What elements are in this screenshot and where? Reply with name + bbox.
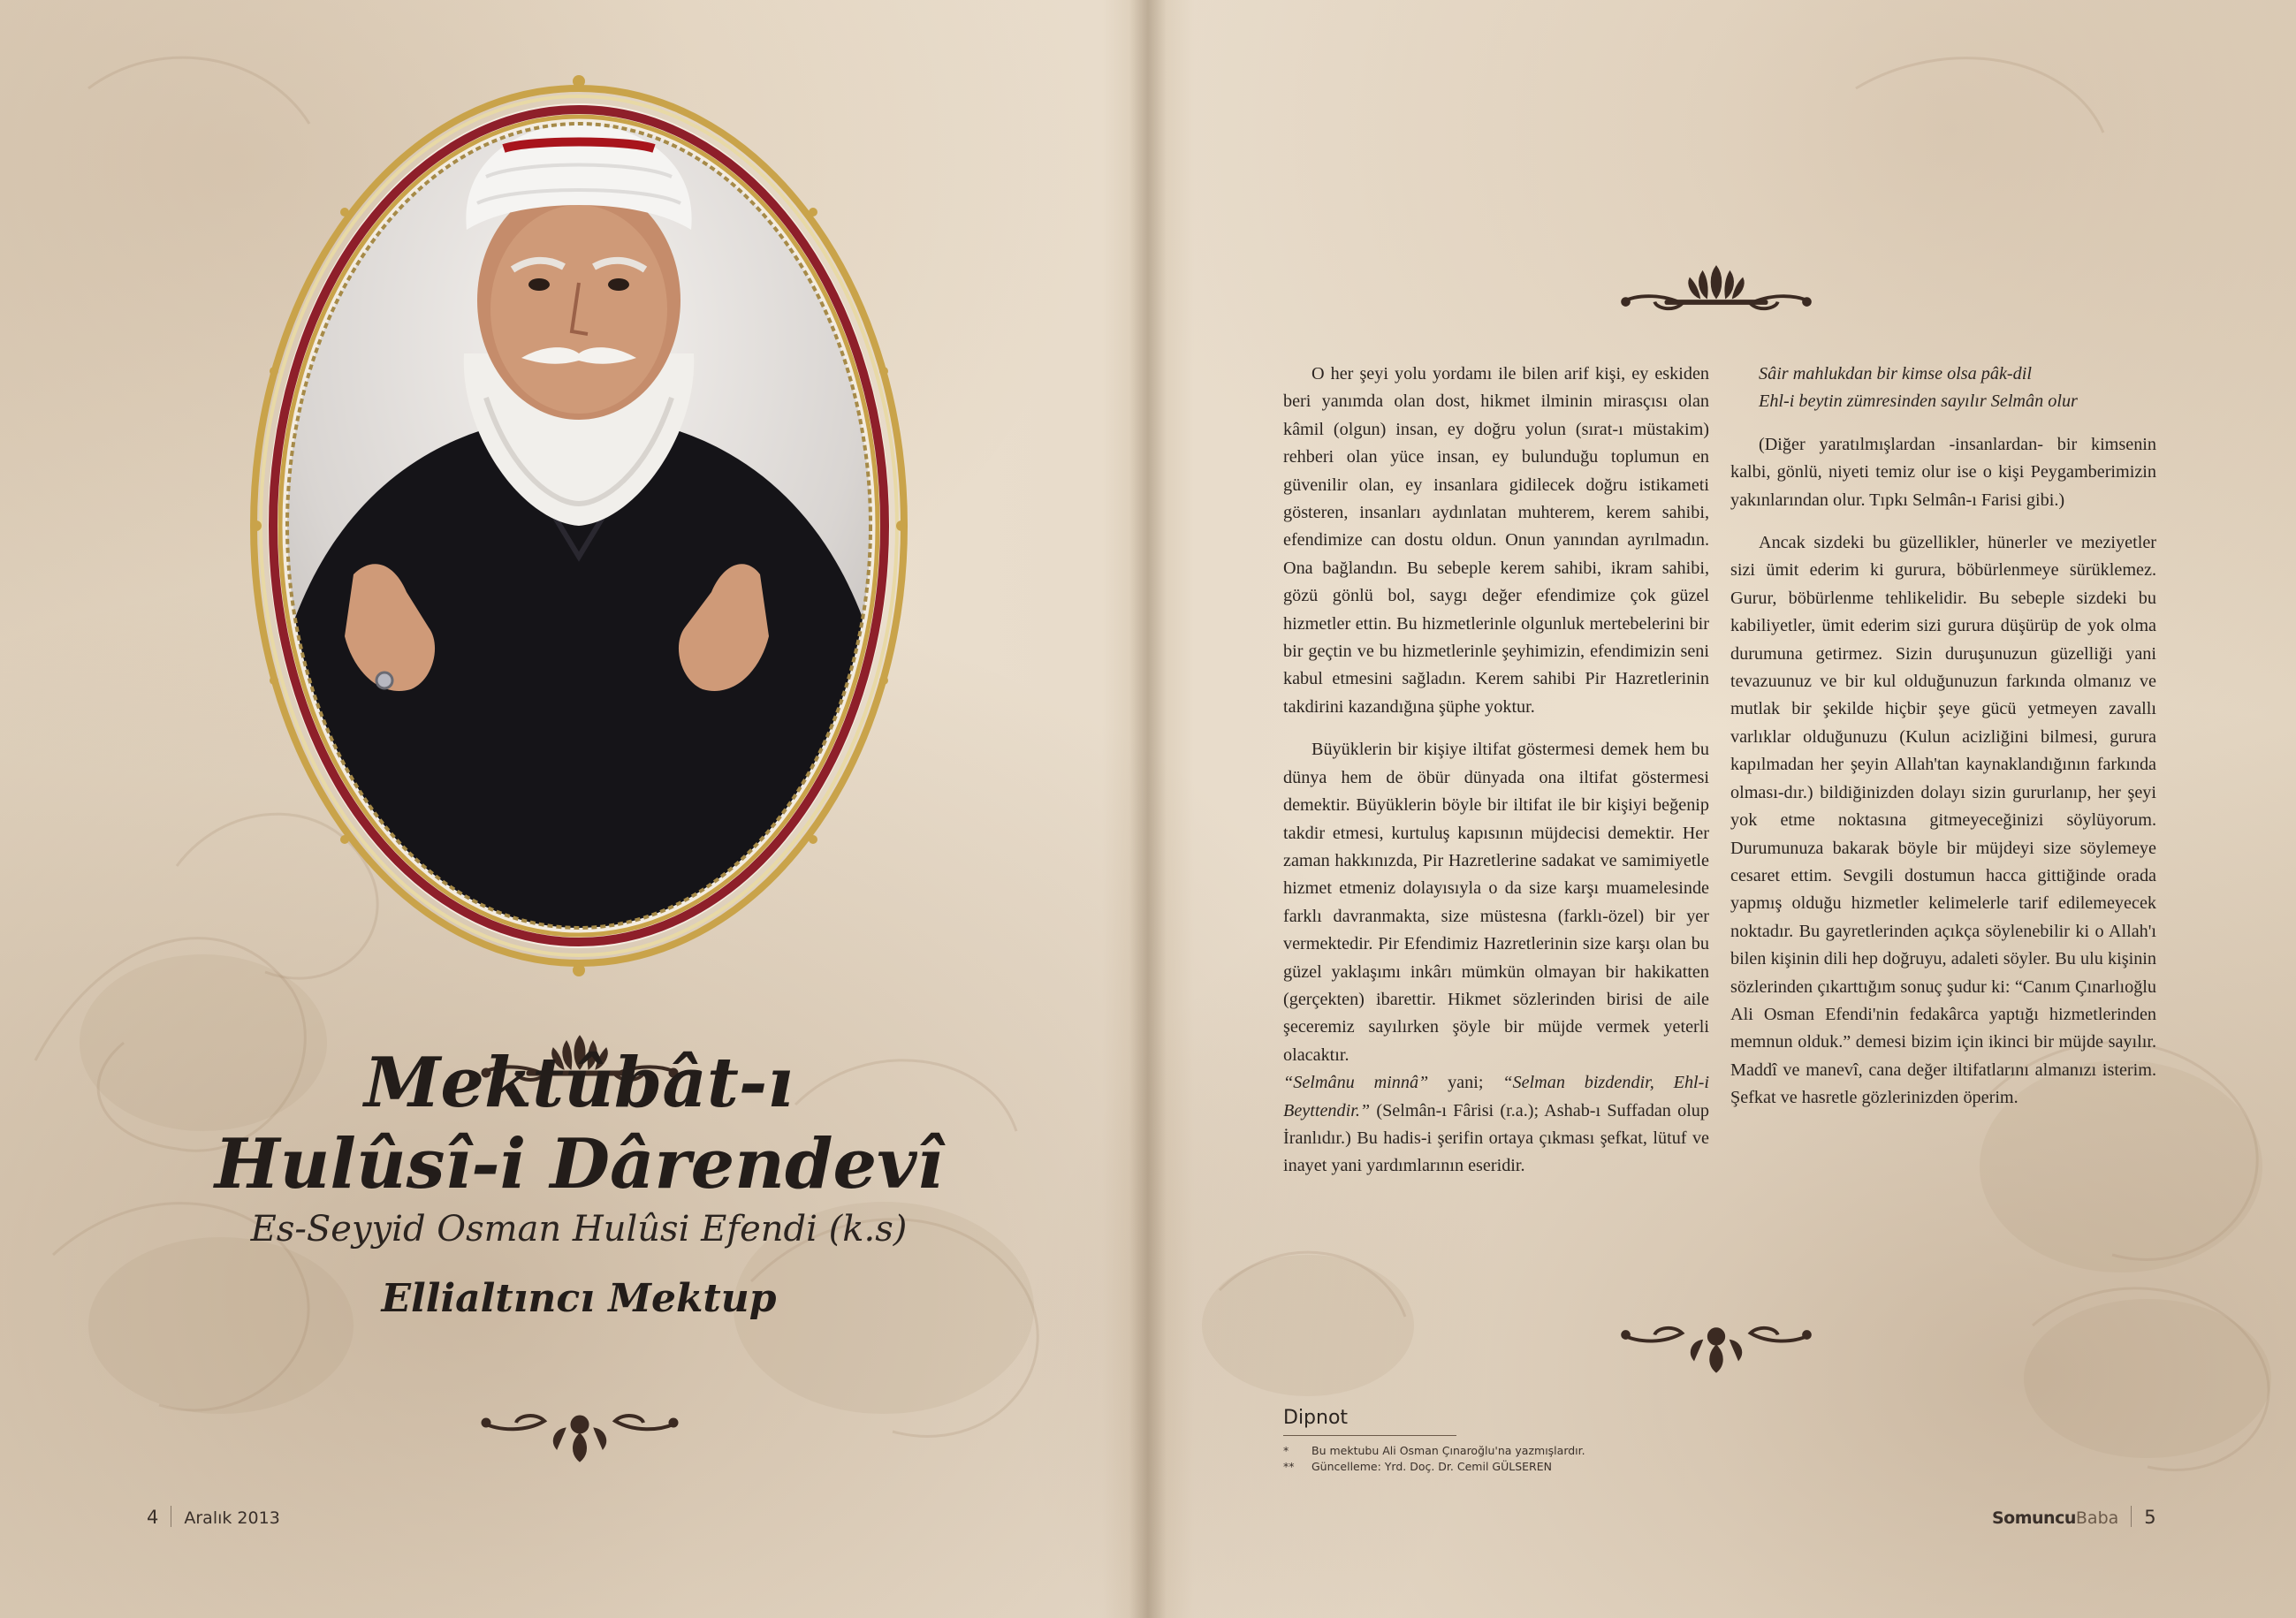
paragraph: O her şeyi yolu yordamı ile bilen arif kişi, ey eskiden beri yanımda olan dost, hikmet ilminin mirasçısı olan kâmil (olgun) insan, ey doğru yolun (sırat-ı müstakim) rehberi olan yüce insan, ey bulunduğu toplumun en güvenilir olan, ey insanlara gidilecek doğru istikameti gösteren, insanları aydınlatan muhterem, kerem sahibi, efendimize can dostu oldun. Onun yanından ayrılmadın. Ona bağlandın. Bu sebeple kerem sahibi, ikram sahibi, gözü gönlü bol, saygı değer efendimize çok güzel hizmetler ettin. Bu hizmetlerinle olgunluk mertebelerini bir bir geçtin ve bu hizmetlerinle şeyhimizin, efendimizin seni kabul etmesini sağladın. Kerem sahibi Pir Hazretlerinin takdirini kazandığına şüphe yoktur. <box>1283 364 1709 717</box>
ornament-bottom-right <box>1614 1317 1819 1379</box>
footnote-marker: ** <box>1283 1460 1295 1473</box>
page-number-right: 5 <box>2144 1507 2156 1528</box>
footnote-heading: Dipnot <box>1283 1407 1349 1429</box>
paragraph: Ancak sizdeki bu güzellikler, hünerler ve meziyetler sizi ümit ederim ki gurura, böbürlenmeye sürüklemez. Gurur, böbürlenme tehlikelidir. Bu sebeple sizdeki bu kabiliyetler, ümit ederim sizi gurura düşürüp de yok olma durumuna getirmez. Sizin duruşunuzun güzelliği yani tevazuunuz ve bir kul olduğunuzun farkında olmanız ve mutlak bir şekilde hiçbir şeye gücü yetmeyen zavallı varlıklar olduğunuzu (Kulun acizliğini bilmesi, gurura kapılmadan her şeyin Allah'tan kaynaklandığının farkında olması-dır.) bildiğinizden dolayı sizin gururlanıp, her şeyi yok etme noktasına gitmeyeceğinizi söylüyorum. Durumunuza bakarak böyle bir müjdeyi size söylemeye cesaret ettim. Sevgili dostumun hacca gittiğinde orada yapmış olduğu hizmetler kelimelerle tarif edilemeyecek noktadır. Bu gayretlerinden açıkça söylenebilir ki o Allah'ı bilen kişinin dili hep doğruyu, adaleti söyler. Bu ulu kişinin sözlerinden çıkarttığım sonuç şudur ki: “Canım Çınarlıoğlu Ali Osman Efendi'nin fedakârca yaptığı hizmetlerinden memnun olduk.” demesi bizim için ikinci bir müjde sayılır. Maddî ve manevî, cana değer iltifatlarını almanızı isterim. Şefkat ve hasretle gözlerinizden öperim. <box>1730 533 2156 1108</box>
quote-text-2: (Selmân-ı Fârisi (r.a.); Ashab-ı Suffadan olup İranlıdır.) Bu hadis-i şerifin ortaya çıkması şefkat, lütuf ve inayet yani yardımlarının eseridir. <box>1283 1100 1709 1176</box>
title-line-1: Mektûbât-ı <box>364 1043 794 1123</box>
footnote-item <box>1283 1460 1552 1473</box>
footnote-divider <box>1283 1435 1456 1436</box>
paragraph: (Diğer yaratılmışlardan -insanlardan- bir kimsenin kalbi, gönlü, niyeti temiz olur ise o kişi Peygamberimizin yakınlarından olur. Tıpkı Selmân-ı Farisi gibi.) <box>1730 434 2156 510</box>
page-folio-right <box>1992 1506 2156 1528</box>
issue-date: Aralık 2013 <box>184 1508 280 1528</box>
quote-1: “Selmânu minnâ” <box>1283 1073 1429 1093</box>
verse-line: Sâir mahlukdan bir kimse olsa pâk-dil <box>1759 364 2032 384</box>
magazine-brand-suffix: Baba <box>2075 1508 2119 1528</box>
portrait-frame <box>239 62 919 990</box>
text-column-2 <box>1730 361 2156 1128</box>
ornament-top-right <box>1614 258 1819 322</box>
paragraph: Büyüklerin bir kişiye iltifat göstermesi demek hem bu dünya hem de öbür dünyada ona iltifat göstermesi demektir. Büyüklerin böyle bir iltifat ile bir kişiyi beğenip takdir etmesi, kurtuluş kapısının müjdecisi demektir. Her zaman hakkınızda, Pir Hazretlerine sadakat ve samimiyetle hizmet etmeniz dolayısıyla o da size karşı muamelesinde farklı davranmakta, size müstesna (farklı-özel) bir yer vermektedir. Pir Efendimiz Hazretlerinin size karşı olan bu güzel yaklaşımı inkârı mümkün olmayan bir hakikatten (gerçekten) ibarettir. Hikmet sözlerinden birisi de aile şeceremiz sayılırken şöyle bir müjde vermek yeterli olacaktır. <box>1283 740 1709 1065</box>
article-title <box>115 1043 1043 1205</box>
verse-line: Ehl-i beytin zümresinden sayılır Selmân olur <box>1759 391 2078 412</box>
ornament-bottom-left-title <box>474 1405 686 1467</box>
page-number-left: 4 <box>147 1507 159 1528</box>
footnote-text: Bu mektubu Ali Osman Çınaroğlu'na yazmışlardır. <box>1311 1444 1585 1457</box>
folio-divider <box>2131 1506 2132 1527</box>
paragraph-quote <box>1283 1069 1709 1181</box>
article-subtitle: Es-Seyyid Osman Hulûsi Efendi (k.s) <box>250 1209 908 1250</box>
page-folio-left <box>147 1506 280 1528</box>
footnote-marker: * <box>1283 1444 1289 1457</box>
text-column-1 <box>1283 361 1709 1196</box>
footnote-text: Güncelleme: Yrd. Doç. Dr. Cemil GÜLSEREN <box>1311 1460 1552 1473</box>
quote-text-1: yani; <box>1428 1073 1503 1093</box>
page-gutter <box>1129 0 1167 1618</box>
footnote-item <box>1283 1444 1585 1457</box>
verse-block <box>1730 361 2156 416</box>
letter-title: Ellialtıncı Mektup <box>381 1276 777 1321</box>
quote-2: “Selman bizdendir, Ehl-i Beyttendir.” <box>1283 1073 1709 1120</box>
magazine-brand: Somuncu <box>1992 1508 2076 1528</box>
title-line-2: Hulûsî-i Dârendevî <box>214 1124 944 1204</box>
article-title-block <box>115 1043 1043 1321</box>
